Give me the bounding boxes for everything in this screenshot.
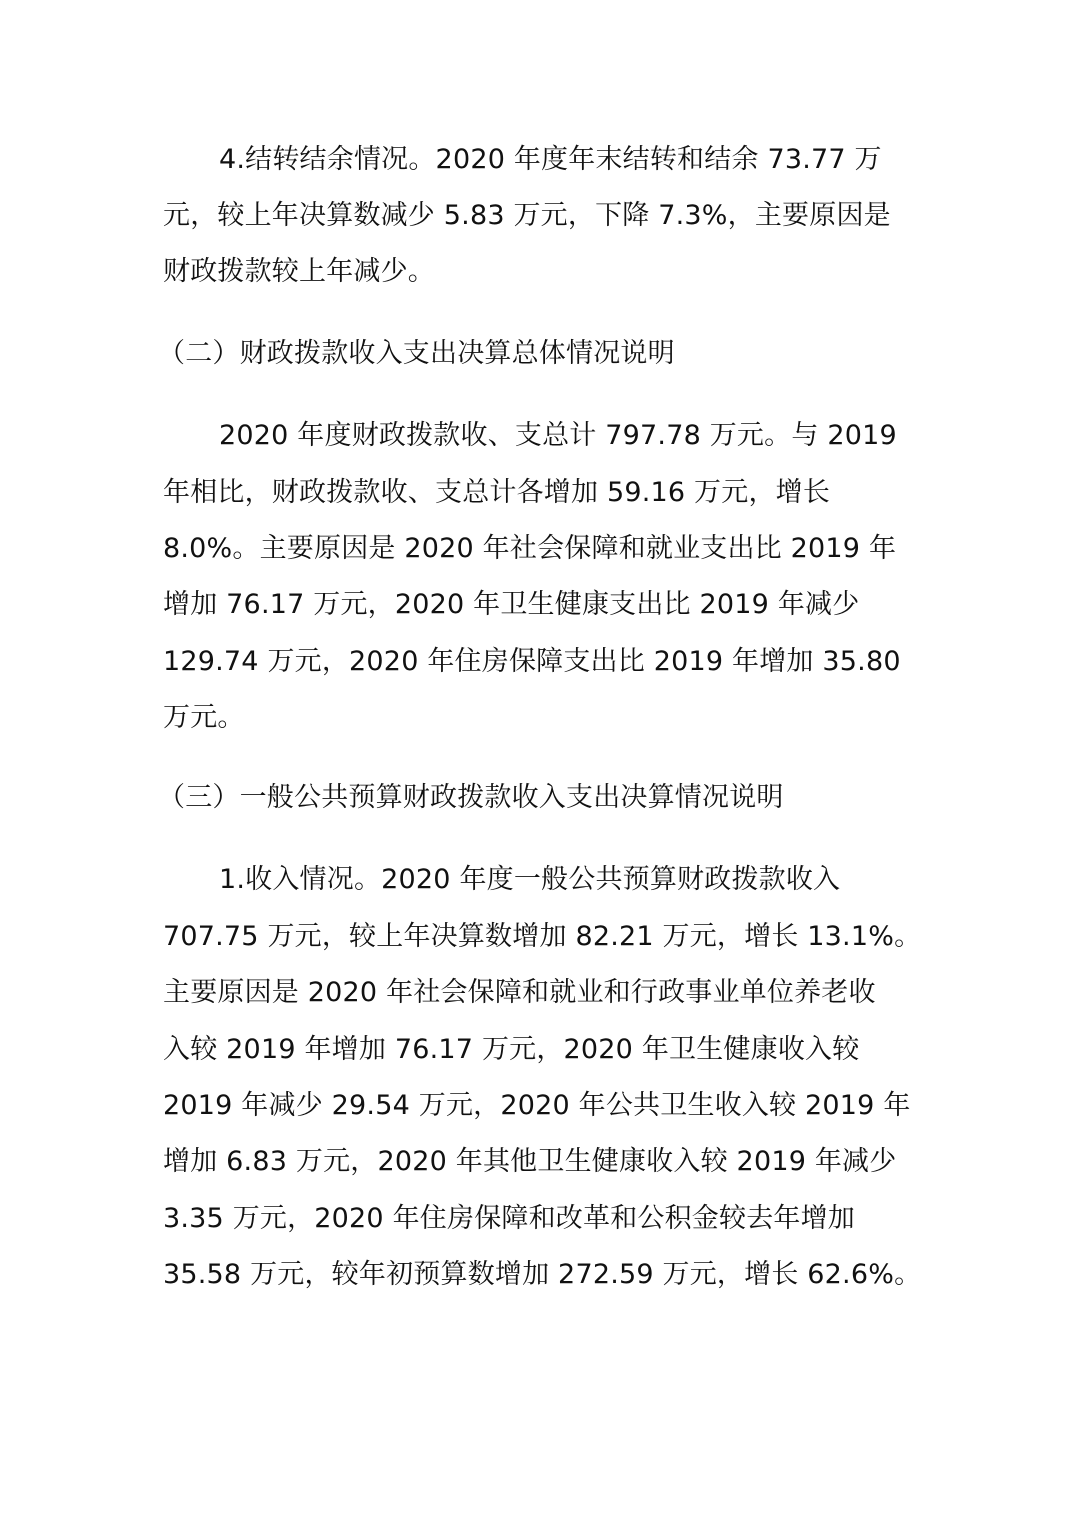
paragraph-line: 主要原因是 2020 年社会保障和就业和行政事业单位养老收 <box>163 977 876 1008</box>
section-heading-3: （三）一般公共预算财政拨款收入支出决算情况说明 <box>158 782 784 813</box>
paragraph-line: 元，较上年决算数减少 5.83 万元，下降 7.3%，主要原因是 <box>163 200 891 231</box>
paragraph-line: 2020 年度财政拨款收、支总计 797.78 万元。与 2019 <box>219 420 897 451</box>
paragraph-line: 8.0%。主要原因是 2020 年社会保障和就业支出比 2019 年 <box>163 533 897 564</box>
paragraph-line: 4.结转结余情况。2020 年度年末结转和结余 73.77 万 <box>219 144 882 175</box>
section-heading-2: （二）财政拨款收入支出决算总体情况说明 <box>158 338 675 369</box>
paragraph-line: 707.75 万元，较上年决算数增加 82.21 万元，增长 13.1%。 <box>163 921 922 952</box>
paragraph-line: 年相比，财政拨款收、支总计各增加 59.16 万元，增长 <box>163 477 831 508</box>
paragraph-line: 财政拨款较上年减少。 <box>163 256 435 287</box>
paragraph-line: 增加 6.83 万元，2020 年其他卫生健康收入较 2019 年减少 <box>163 1146 897 1177</box>
paragraph-line: 1.收入情况。2020 年度一般公共预算财政拨款收入 <box>219 864 841 895</box>
paragraph-line: 129.74 万元，2020 年住房保障支出比 2019 年增加 35.80 <box>163 646 901 677</box>
paragraph-line: 万元。 <box>163 702 245 733</box>
paragraph-line: 增加 76.17 万元，2020 年卫生健康支出比 2019 年减少 <box>163 589 860 620</box>
paragraph-line: 入较 2019 年增加 76.17 万元，2020 年卫生健康收入较 <box>163 1034 860 1065</box>
paragraph-line: 3.35 万元，2020 年住房保障和改革和公积金较去年增加 <box>163 1203 855 1234</box>
paragraph-line: 2019 年减少 29.54 万元，2020 年公共卫生收入较 2019 年 <box>163 1090 911 1121</box>
paragraph-line: 35.58 万元，较年初预算数增加 272.59 万元，增长 62.6%。 <box>163 1259 922 1290</box>
